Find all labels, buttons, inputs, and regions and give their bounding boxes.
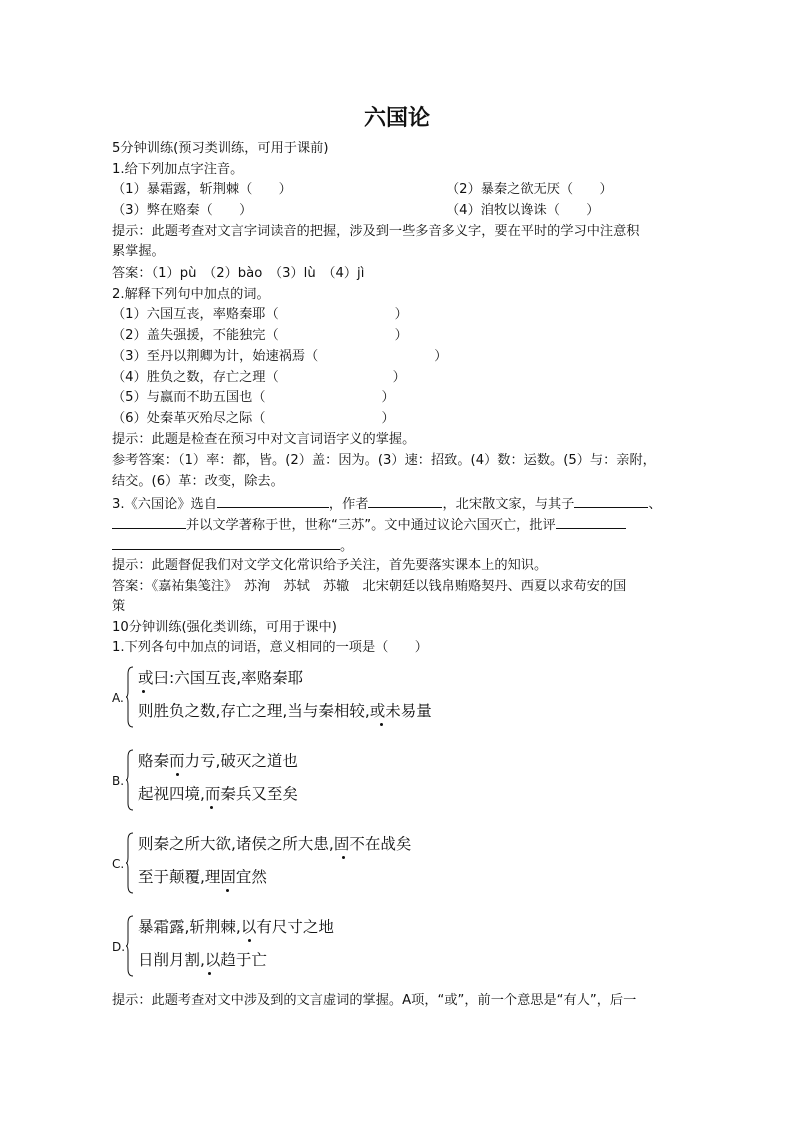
q1-answer: 答案：（1）pù （2）bào （3）lù （4）jì	[112, 266, 365, 281]
option-label: A.	[112, 691, 124, 705]
q3-line2	[112, 514, 626, 536]
q3-blank-source[interactable]	[217, 493, 329, 508]
emphasis-dot	[380, 723, 383, 726]
q3-answer-line2: 策	[112, 599, 126, 614]
q3-hint: 提示：此题督促我们对文学文化常识给予关注，首先要落实课本上的知识。	[112, 558, 548, 573]
s2-q1-hint: 提示：此题考查对文中涉及到的文言虚词的掌握。A项，“或”，前一个意思是“有人”，后一	[112, 993, 637, 1008]
q2-item-6	[112, 409, 395, 429]
q3-text: 、	[648, 497, 662, 512]
q2-item-close: ）	[434, 349, 448, 364]
q3-line1	[112, 493, 662, 515]
q3-line3	[112, 535, 353, 557]
q2-item-close: ）	[381, 390, 395, 405]
s2-q1-stem: 1.下列各句中加点的词语，意义相同的一项是（ ）	[112, 640, 428, 655]
section1-header: 5分钟训练(预习类训练，可用于课前)	[112, 141, 329, 156]
q3-text: ，作者	[328, 497, 369, 512]
q2-item-close: ）	[394, 328, 408, 343]
option-b[interactable]	[112, 749, 512, 819]
option-line-1: 则秦之所大欲,诸侯之所大患,固不在战矣	[138, 835, 412, 853]
q2-item-close: ）	[394, 307, 408, 322]
option-c[interactable]	[112, 832, 512, 902]
brace-icon	[126, 832, 134, 894]
q3-blank-son1[interactable]	[574, 493, 648, 508]
q3-blank-son2[interactable]	[112, 514, 186, 529]
emphasis-dot	[248, 939, 251, 942]
option-line-1: 或曰:六国互丧,率赂秦耶	[138, 669, 304, 687]
q2-item-5	[112, 388, 395, 408]
option-line-1: 暴霜露,斩荆棘,以有尺寸之地	[138, 918, 334, 936]
option-a[interactable]	[112, 666, 512, 736]
option-line-2: 则胜负之数,存亡之理,当与秦相较,或未易量	[138, 702, 432, 720]
emphasis-dot	[176, 773, 179, 776]
q1-stem: 1.给下列加点字注音。	[112, 162, 244, 177]
option-label: D.	[112, 940, 126, 954]
option-line-2: 日削月割,以趋于亡	[138, 951, 267, 969]
option-line-2: 至于颠覆,理固宜然	[138, 868, 267, 886]
q2-item-3	[112, 347, 447, 367]
q3-blank-criticism[interactable]	[556, 514, 626, 529]
q3-blank-author[interactable]	[368, 493, 442, 508]
brace-icon	[126, 915, 134, 977]
emphasis-dot	[142, 690, 145, 693]
option-label: B.	[112, 774, 125, 788]
q2-item-text: （5）与嬴而不助五国也（	[112, 390, 266, 405]
q2-item-close: ）	[381, 411, 395, 426]
q3-answer-line1: 答案：《嘉祐集笺注》 苏洵 苏轼 苏辙 北宋朝廷以钱帛贿赂契丹、西夏以求苟安的国	[112, 579, 627, 594]
q1-item-3: （3）弊在赂秦（ ）	[112, 203, 253, 218]
q1-item-2: （2）暴秦之欲无厌（ ）	[446, 182, 613, 197]
q2-item-text: （6）处秦革灭殆尽之际（	[112, 411, 266, 426]
q2-answer-line1: 参考答案：（1）率：都，皆。(2）盖：因为。(3）速：招致。(4）数：运数。(5）与：亲附，	[112, 453, 656, 468]
section2-header: 10分钟训练(强化类训练，可用于课中)	[112, 620, 337, 635]
q2-item-text: （3）至丹以荆卿为计，始速祸焉（	[112, 349, 319, 364]
q2-item-text: （4）胜负之数，存亡之理（	[112, 370, 279, 385]
q2-hint: 提示：此题是检查在预习中对文言词语字义的掌握。	[112, 432, 416, 447]
q2-item-text: （2）盖失强援，不能独完（	[112, 328, 279, 343]
option-label: C.	[112, 857, 125, 871]
q2-answer-line2: 结交。(6）革：改变，除去。	[112, 474, 284, 489]
q3-blank-criticism-cont[interactable]	[112, 535, 340, 550]
q3-text: 3.《六国论》选自	[112, 497, 217, 512]
emphasis-dot	[210, 806, 213, 809]
q2-item-text: （1）六国互丧，率赂秦耶（	[112, 307, 279, 322]
q1-item-1: （1）暴霜露，斩荆棘（ ）	[112, 182, 292, 197]
q1-hint-line1: 提示：此题考查对文言字词读音的把握，涉及到一些多音多义字，要在平时的学习中注意积	[112, 224, 640, 239]
q2-item-close: ）	[392, 370, 406, 385]
q1-hint-line2: 累掌握。	[112, 244, 165, 259]
q2-item-1	[112, 305, 408, 325]
q3-text: ，北宋散文家，与其子	[442, 497, 575, 512]
emphasis-dot	[208, 972, 211, 975]
page-title: 六国论	[363, 105, 430, 131]
option-line-1: 赂秦而力亏,破灭之道也	[138, 752, 298, 770]
q2-item-2	[112, 326, 408, 346]
option-line-2: 起视四境,而秦兵又至矣	[138, 785, 298, 803]
q2-item-4	[112, 368, 406, 388]
q3-text: 。	[340, 539, 354, 554]
emphasis-dot	[226, 889, 229, 892]
emphasis-dot	[342, 856, 345, 859]
q3-text: 并以文学著称于世，世称“三苏”。文中通过议论六国灭亡，批评	[186, 518, 556, 533]
brace-icon	[126, 666, 134, 728]
q1-item-4: （4）洎牧以谗诛（ ）	[446, 203, 600, 218]
q2-stem: 2.解释下列句中加点的词。	[112, 287, 270, 302]
brace-icon	[126, 749, 134, 811]
option-d[interactable]	[112, 915, 512, 985]
